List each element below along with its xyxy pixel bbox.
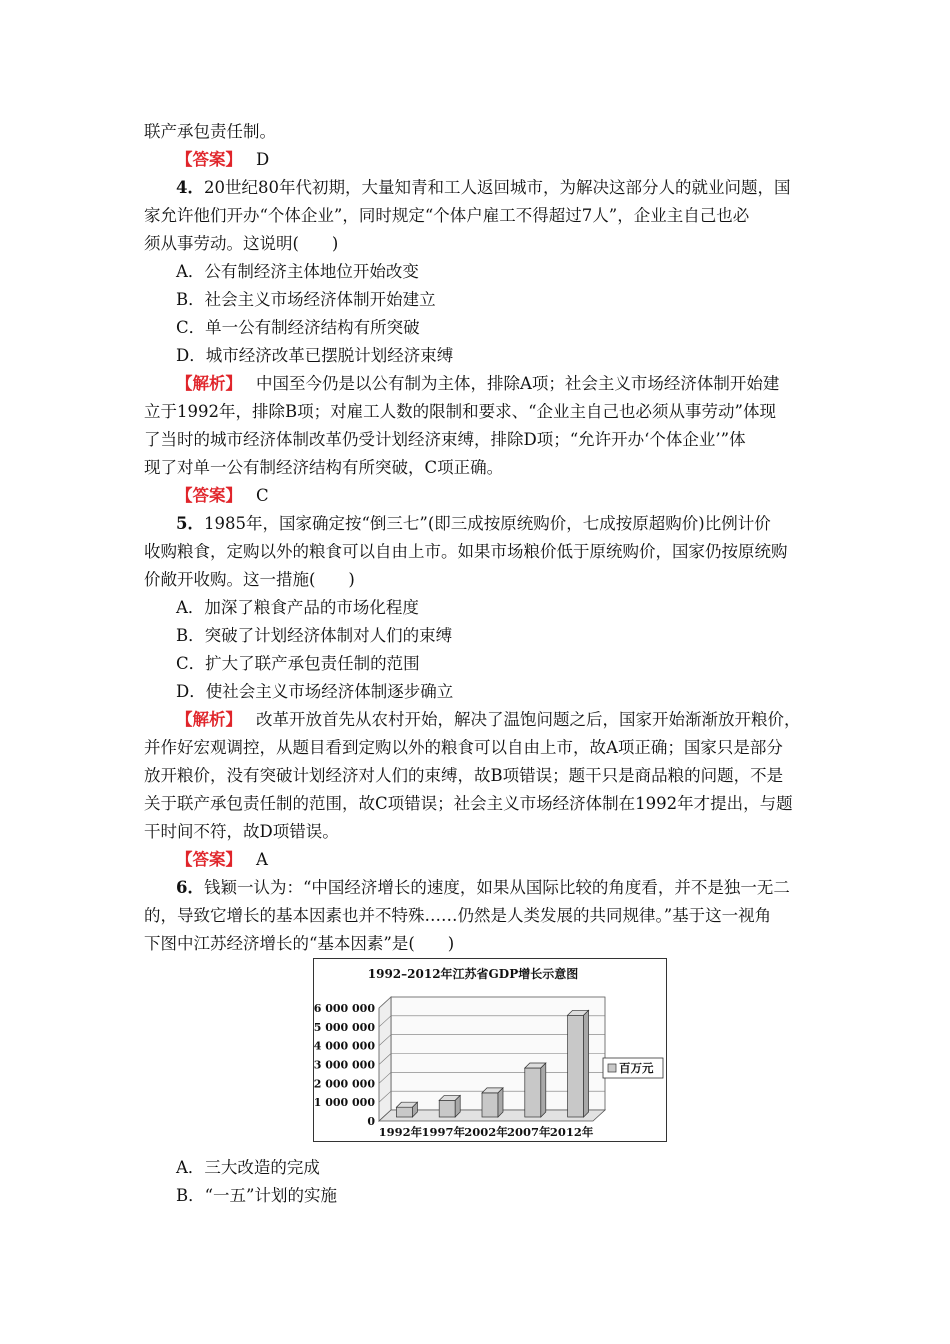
chart-svg [313,958,667,1142]
text-line: 关于联产承包责任制的范围，故C项错误；社会主义市场经济体制在1992年才提出，与题 [144,794,793,813]
question-text: 1985年，国家确定按“倒三七”(即三成按原统购价，七成按原超购价)比例计价 [203,514,771,533]
answer-line [176,149,269,171]
analysis-line [176,373,779,395]
text-line: 现了对单一公有制经济结构有所突破，C项正确。 [144,458,504,477]
x-tick-label: 1997年 [421,1125,465,1139]
question-6-line [176,877,790,899]
option-c: C．单一公有制经济结构有所突破 [176,318,420,337]
question-number: 6． [176,878,204,897]
bar-side [584,1010,589,1117]
option-d: D．使社会主义市场经济体制逐步确立 [176,682,454,701]
option-a: A．三大改造的完成 [176,1158,320,1177]
y-tick-label: 2 000 000 [313,1077,375,1091]
option-b: B．突破了计划经济体制对人们的束缚 [176,626,453,645]
analysis-label: 【解析】 [176,710,242,729]
question-text: 钱颖一认为：“中国经济增长的速度，如果从国际比较的角度看，并不是独一无二 [203,878,790,897]
legend-label: 百万元 [619,1061,654,1075]
bar [525,1068,541,1117]
text-line: 并作好宏观调控，从题目看到定购以外的粮食可以自由上市，故A项正确；国家只是部分 [144,738,783,757]
question-number: 5． [176,514,204,533]
option-a: A．公有制经济主体地位开始改变 [176,262,419,281]
answer-line [176,485,269,507]
bar [439,1100,455,1117]
text-line: 下图中江苏经济增长的“基本因素”是( ) [144,934,455,953]
option-c: C．扩大了联产承包责任制的范围 [176,654,420,673]
x-tick-label: 2012年 [549,1125,594,1139]
answer-value: D [256,150,270,169]
bar [568,1015,584,1117]
analysis-line [176,709,801,731]
chart-title: 1992–2012年江苏省GDP增长示意图 [367,967,579,981]
analysis-text: 改革开放首先从农村开始，解决了温饱问题之后，国家开始渐渐放开粮价， [256,710,801,729]
text-line: 家允许他们开办“个体企业”，同时规定“个体户雇工不得超过7人”，企业主自己也必 [144,206,750,225]
y-tick-label: 0 [367,1115,375,1128]
text-line: 收购粮食，定购以外的粮食可以自由上市。如果市场粮价低于原统购价，国家仍按原统购 [144,542,788,561]
text-line: 了当时的城市经济体制改革仍受计划经济束缚，排除D项；“允许开办‘个体企业’”体 [144,430,746,449]
option-b: B．“一五”计划的实施 [176,1186,337,1205]
text-line: 立于1992年，排除B项；对雇工人数的限制和要求、“企业主自己也必须从事劳动”体现 [144,402,776,421]
option-b: B．社会主义市场经济体制开始建立 [176,290,436,309]
question-4-line [176,177,790,199]
text-line: 价敞开收购。这一措施( ) [144,570,355,589]
y-tick-label: 3 000 000 [313,1058,375,1072]
bar-side [498,1088,503,1117]
text-line: 联产承包责任制。 [144,122,276,141]
option-a: A．加深了粮食产品的市场化程度 [176,598,419,617]
y-tick-label: 1 000 000 [313,1096,375,1110]
text-line: 放开粮价，没有突破计划经济对人们的束缚，故B项错误；题干只是商品粮的问题，不是 [144,766,784,785]
option-d: D．城市经济改革已摆脱计划经济束缚 [176,346,454,365]
gdp-chart [313,958,667,1142]
y-tick-label: 4 000 000 [313,1039,375,1053]
x-tick-label: 2007年 [507,1125,551,1139]
analysis-label: 【解析】 [176,374,242,393]
answer-label: 【答案】 [176,150,242,169]
bar-side [541,1063,546,1117]
answer-label: 【答案】 [176,486,242,505]
legend-swatch [608,1064,616,1072]
answer-line [176,849,268,871]
analysis-text: 中国至今仍是以公有制为主体，排除A项；社会主义市场经济体制开始建 [256,374,780,393]
answer-value: C [256,486,269,505]
text-line: 须从事劳动。这说明( ) [144,234,339,253]
x-tick-label: 2002年 [464,1125,508,1139]
question-5-line [176,513,771,535]
y-tick-label: 5 000 000 [313,1020,375,1034]
bar [396,1107,412,1117]
text-line: 的，导致它增长的基本因素也并不特殊……仍然是人类发展的共同规律。”基于这一视角 [144,906,772,925]
bar [482,1093,498,1117]
answer-value: A [256,850,268,869]
x-tick-label: 1992年 [378,1125,423,1139]
question-number: 4． [176,178,204,197]
answer-label: 【答案】 [176,850,242,869]
question-text: 20世纪80年代初期，大量知青和工人返回城市，为解决这部分人的就业问题，国 [203,178,791,197]
y-tick-label: 6 000 000 [313,1002,375,1015]
text-line: 干时间不符，故D项错误。 [144,822,339,841]
